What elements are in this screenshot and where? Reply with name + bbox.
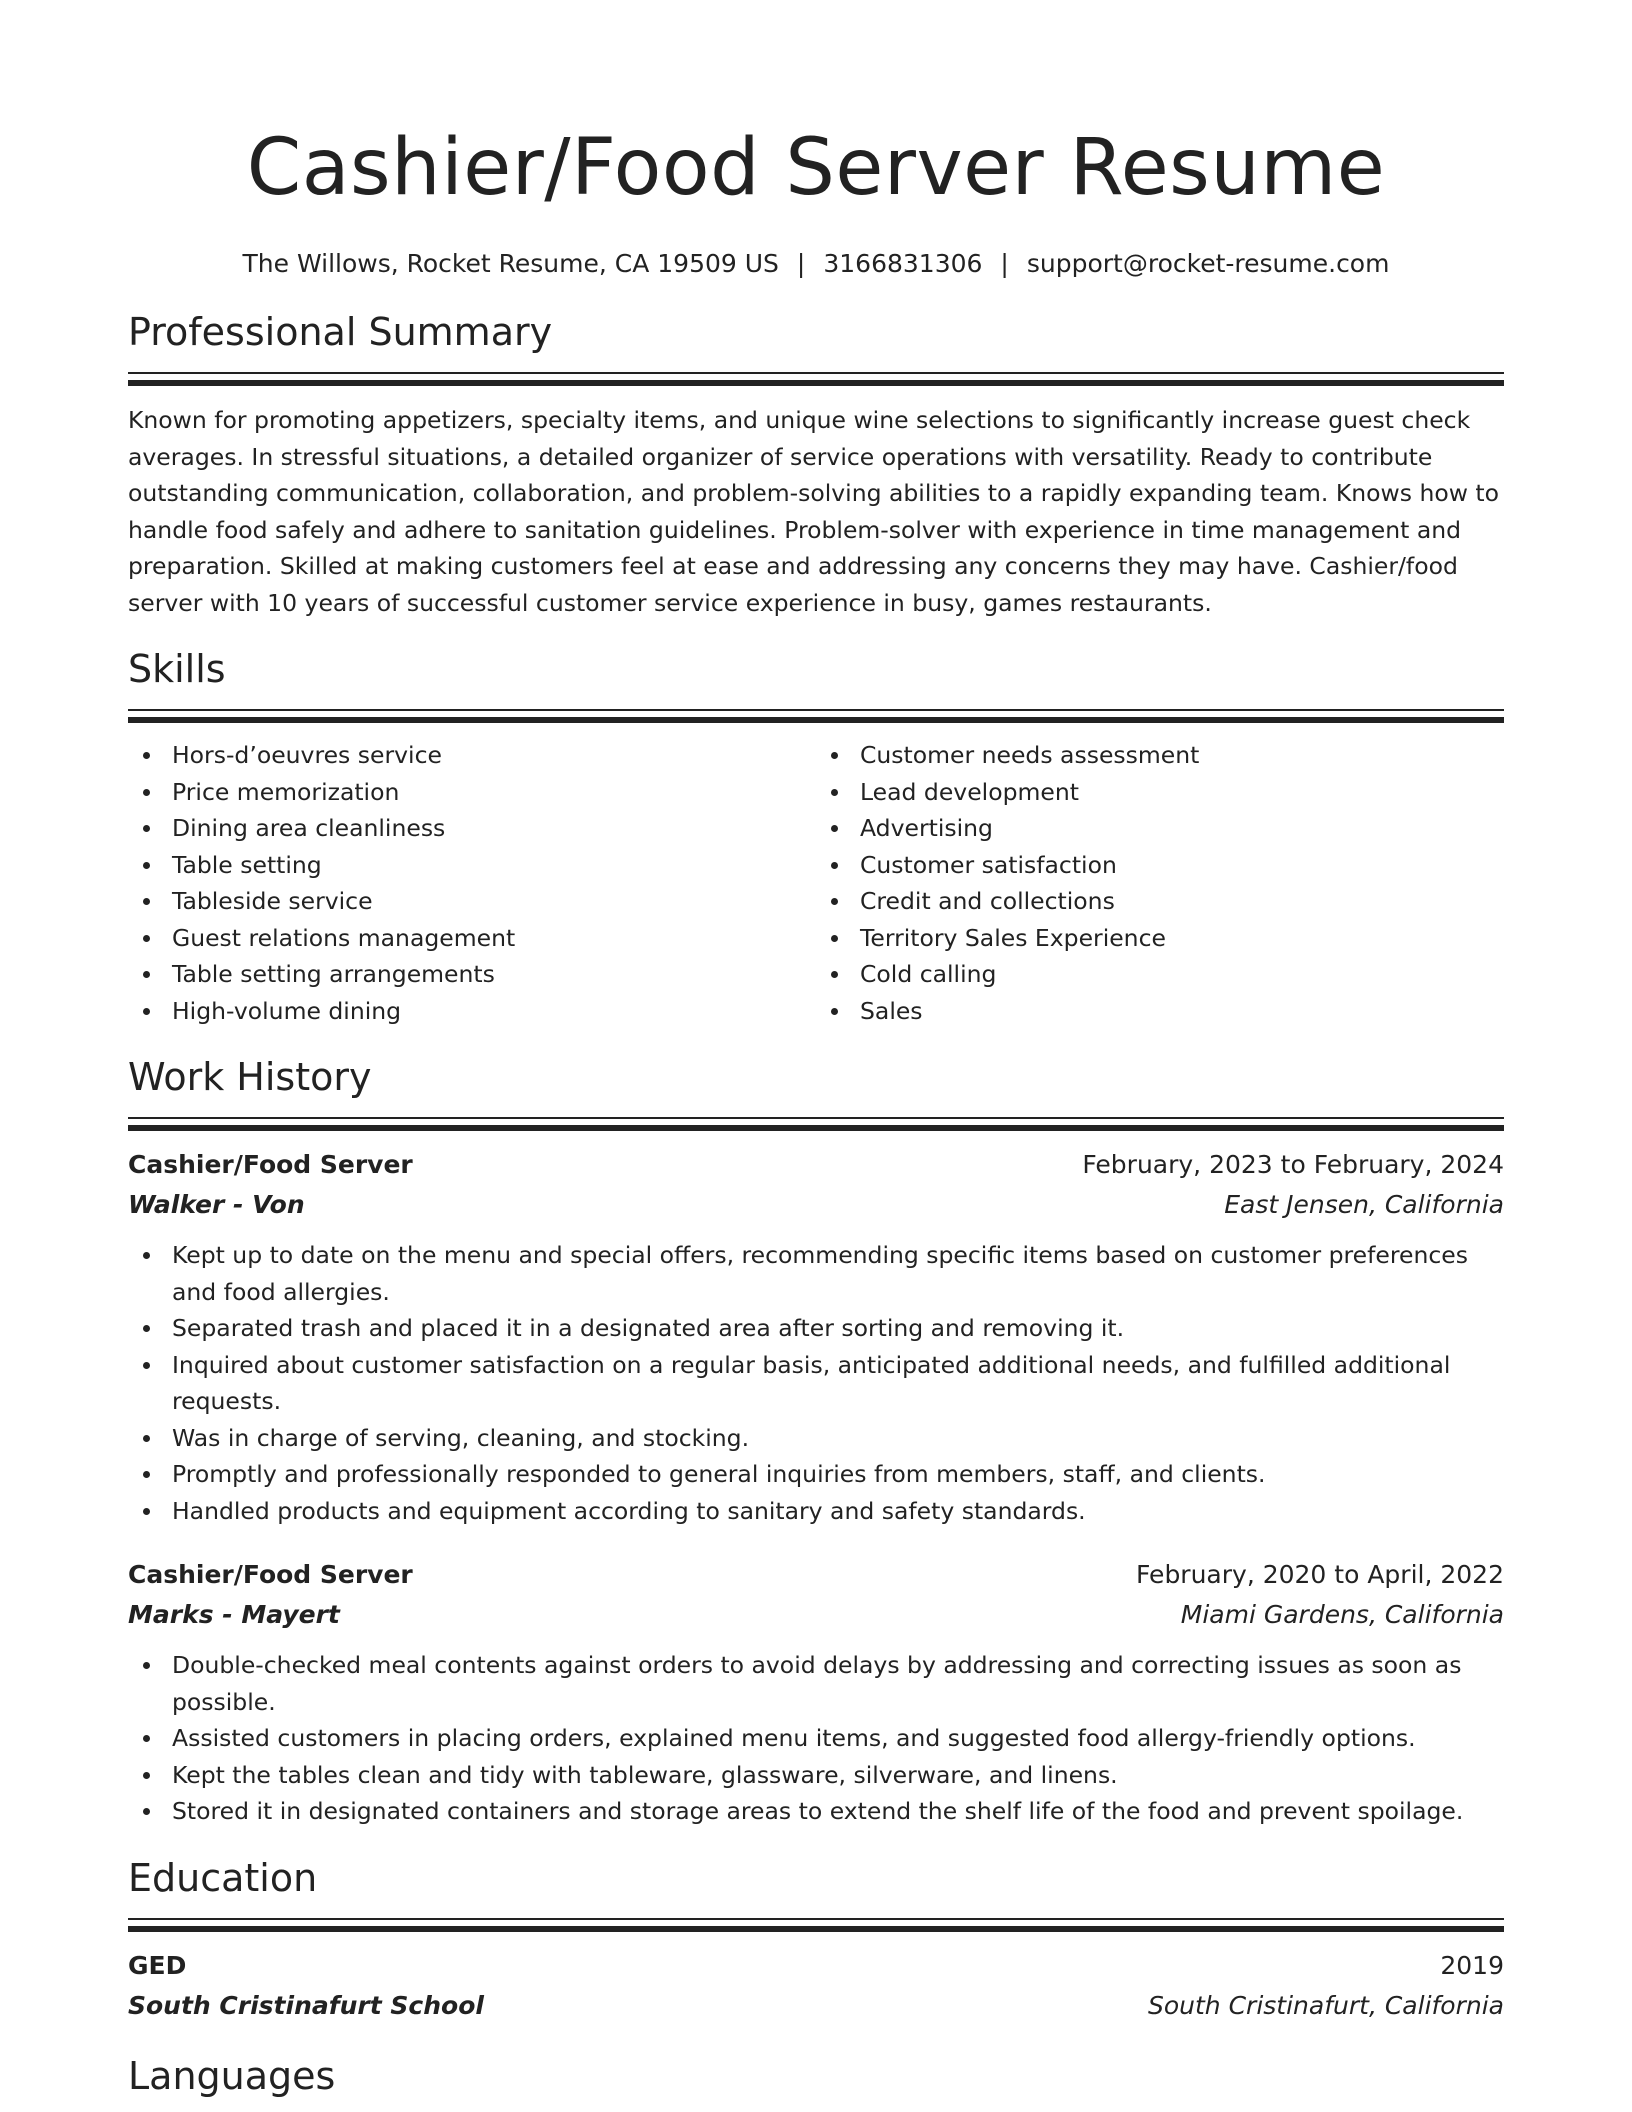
job-company: Marks - Mayert — [128, 1600, 340, 1629]
education-school: South Cristinafurt School — [128, 1990, 484, 2020]
contact-address: The Willows, Rocket Resume, CA 19509 US — [242, 249, 779, 278]
skill-item: Customer satisfaction — [816, 847, 1504, 884]
education-header — [128, 1946, 1504, 1986]
job-bullet: Double-checked meal contents against orders to avoid delays by addressing and correcting issues as soon as possible. — [128, 1647, 1504, 1720]
job-title: Cashier/Food Server — [128, 1560, 413, 1589]
job-subheader — [128, 1595, 1504, 1635]
job-company: Walker - Von — [128, 1190, 305, 1219]
skill-item: Credit and collections — [816, 883, 1504, 920]
job-bullet: Promptly and professionally responded to general inquiries from members, staff, and clients. — [128, 1456, 1504, 1493]
job-bullet: Kept the tables clean and tidy with tableware, glassware, silverware, and linens. — [128, 1757, 1504, 1794]
education-section — [128, 1852, 1504, 2026]
skills-left-column — [128, 737, 816, 1029]
skills-right-column — [816, 737, 1504, 1029]
education-year: 2019 — [1440, 1950, 1504, 1980]
skills-columns — [128, 737, 1504, 1029]
section-heading: Languages — [128, 2053, 336, 2098]
skill-item: Table setting arrangements — [128, 956, 816, 993]
job-bullet: Separated trash and placed it in a designated area after sorting and removing it. — [128, 1310, 1504, 1347]
skill-item: Territory Sales Experience — [816, 920, 1504, 957]
job-bullets — [128, 1647, 1504, 1830]
section-divider — [128, 1117, 1504, 1131]
job-title: Cashier/Food Server — [128, 1150, 413, 1179]
education-entry — [128, 1946, 1504, 2026]
skill-item: Guest relations management — [128, 920, 816, 957]
contact-separator: | — [796, 249, 806, 278]
education-subheader — [128, 1986, 1504, 2026]
job-subheader — [128, 1185, 1504, 1225]
summary-text: Known for promoting appetizers, specialty items, and unique wine selections to significantly increase guest check averages. In stressful situations, a detailed organizer of service operations with versatility. Ready to contribute outstanding communication, collaboration, and problem-solving abilities to a rapidly expanding team. Knows how to handle food safely and adhere to sanitation guidelines. Problem-solver with experience in time management and preparation. Skilled at making customers feel at ease and addressing any concerns they may have. Cashier/food server with 10 years of successful customer service experience in busy, games restaurants. — [128, 406, 1500, 617]
skill-item: Hors-d’oeuvres service — [128, 737, 816, 774]
section-divider — [128, 709, 1504, 723]
skill-item: Advertising — [816, 810, 1504, 847]
skill-item: Sales — [816, 993, 1504, 1030]
job-header — [128, 1145, 1504, 1185]
work-history-section — [128, 1051, 1504, 1830]
resume-title: Cashier/Food Server Resume — [246, 123, 1386, 213]
job-dates: February, 2023 to February, 2024 — [1082, 1150, 1504, 1179]
summary-section — [128, 306, 1504, 621]
skills-section — [128, 643, 1504, 1029]
job-bullet: Inquired about customer satisfaction on a regular basis, anticipated additional needs, and fulfilled additional requests. — [128, 1347, 1504, 1420]
section-divider — [128, 372, 1504, 386]
skill-item: Tableside service — [128, 883, 816, 920]
section-heading: Professional Summary — [128, 310, 553, 354]
section-heading: Work History — [128, 1055, 372, 1099]
skill-item: High-volume dining — [128, 993, 816, 1030]
education-degree: GED — [128, 1950, 187, 1980]
job-entry — [128, 1555, 1504, 1830]
skill-item: Dining area cleanliness — [128, 810, 816, 847]
skill-item: Customer needs assessment — [816, 737, 1504, 774]
contact-phone: 3166831306 — [823, 249, 983, 278]
section-heading: Education — [128, 1855, 318, 1900]
job-bullet: Kept up to date on the menu and special offers, recommending specific items based on customer preferences and food allergies. — [128, 1237, 1504, 1310]
section-divider — [128, 1918, 1504, 1932]
job-dates: February, 2020 to April, 2022 — [1136, 1560, 1504, 1589]
skill-item: Cold calling — [816, 956, 1504, 993]
job-bullets — [128, 1237, 1504, 1529]
job-bullet: Was in charge of serving, cleaning, and stocking. — [128, 1420, 1504, 1457]
contact-line — [128, 246, 1504, 282]
contact-separator: | — [1000, 249, 1009, 278]
skill-item: Table setting — [128, 847, 816, 884]
job-location: Miami Gardens, California — [1180, 1600, 1504, 1629]
contact-email: support@rocket-resume.com — [1026, 249, 1390, 278]
languages-section — [128, 2050, 1504, 2102]
job-bullet: Stored it in designated containers and storage areas to extend the shelf life of the food and prevent spoilage. — [128, 1793, 1504, 1830]
skill-item: Lead development — [816, 774, 1504, 811]
job-location: East Jensen, California — [1224, 1190, 1504, 1219]
education-location: South Cristinafurt, California — [1148, 1990, 1504, 2020]
job-entry — [128, 1145, 1504, 1529]
job-header — [128, 1555, 1504, 1595]
skill-item: Price memorization — [128, 774, 816, 811]
job-bullet: Assisted customers in placing orders, explained menu items, and suggested food allergy-friendly options. — [128, 1720, 1504, 1757]
job-bullet: Handled products and equipment according to sanitary and safety standards. — [128, 1493, 1504, 1530]
section-heading: Skills — [128, 647, 226, 691]
